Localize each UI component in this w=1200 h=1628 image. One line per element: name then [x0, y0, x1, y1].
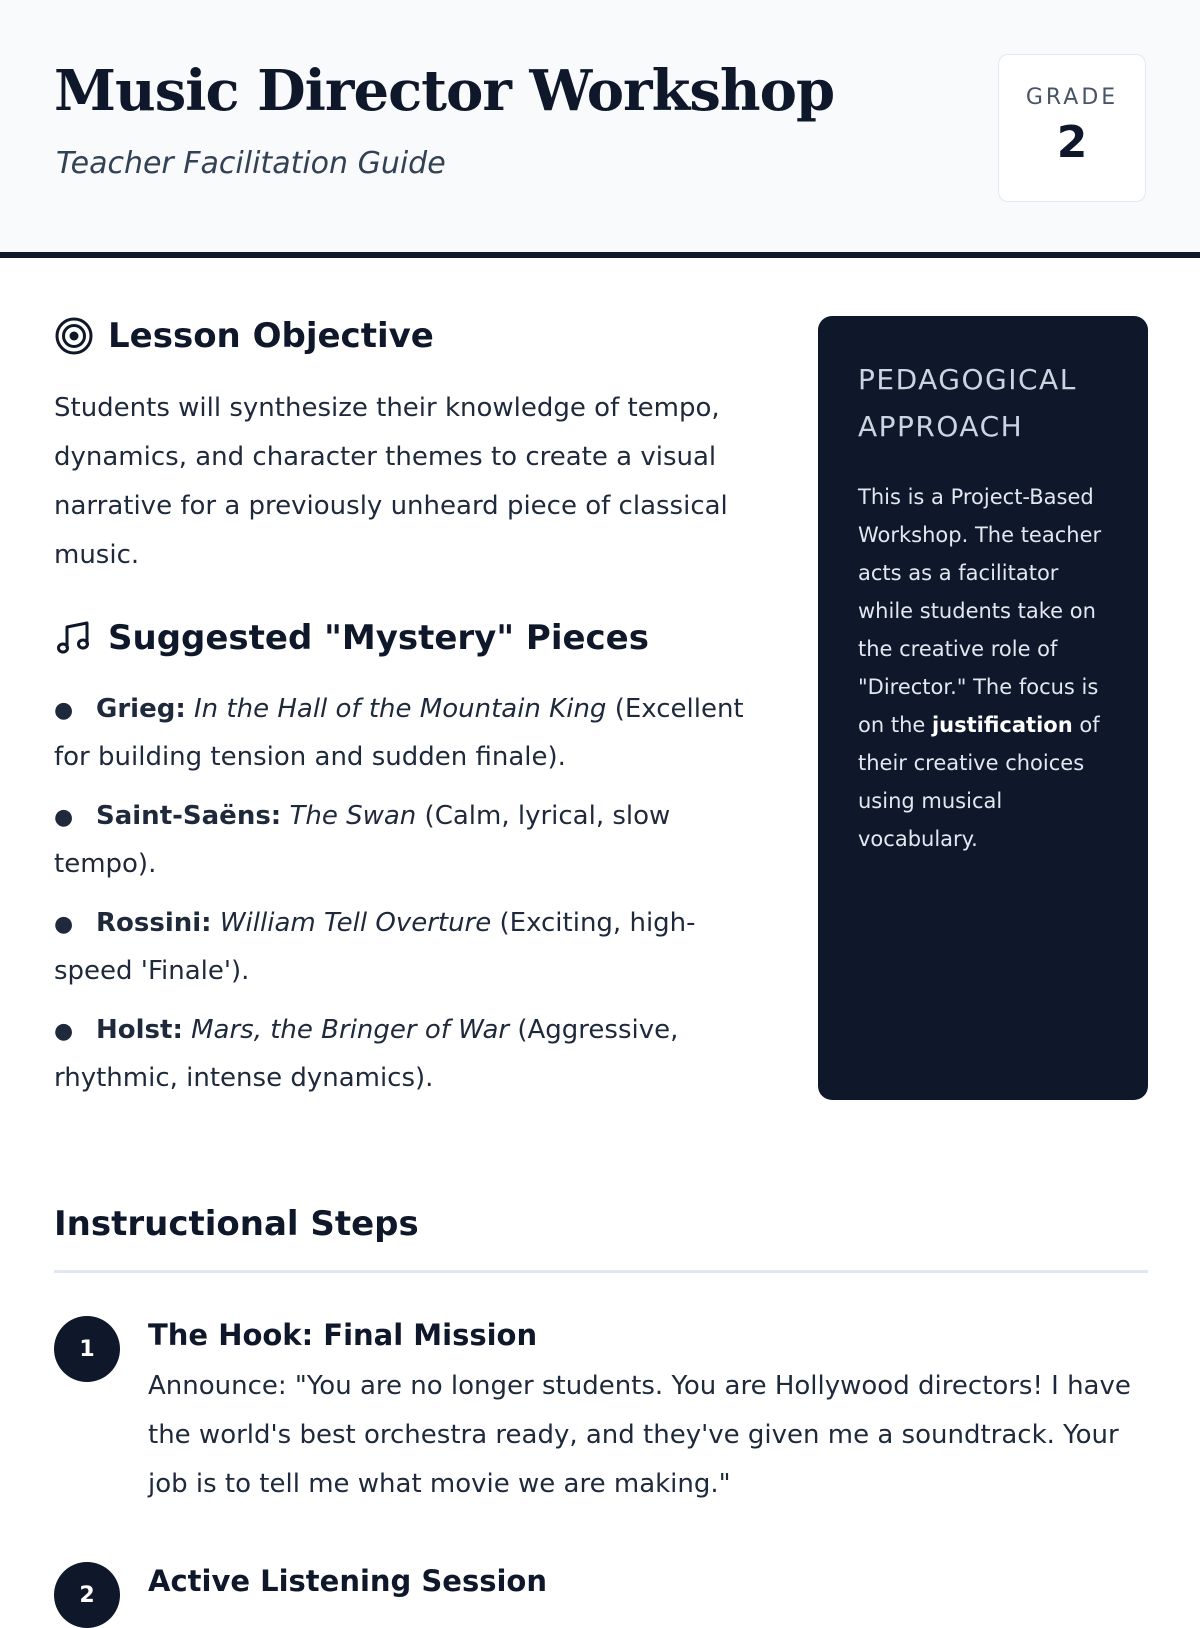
objective-heading [54, 316, 434, 356]
bullet: ● [54, 912, 74, 937]
piece-note: (Calm, lyrical, slow tempo). [54, 801, 671, 879]
step-number: 1 [54, 1316, 120, 1382]
pedagogical-approach-card [818, 316, 1148, 1100]
work-title: William Tell Overture [219, 908, 492, 938]
step-title: The Hook: Final Mission [148, 1318, 538, 1352]
music-note-icon [54, 618, 94, 658]
sidebar-text-part: This is a Project-Based Workshop. The teacher acts as a facilitator while students take on the creative role of "Director." The focus is on the [858, 485, 1102, 737]
bullet: ● [54, 1019, 74, 1044]
composer: Saint-Saëns: [96, 801, 282, 831]
sidebar-text [858, 478, 1108, 858]
steps-heading: Instructional Steps [54, 1204, 419, 1244]
pieces-heading [54, 618, 649, 658]
objective-heading-text: Lesson Objective [108, 316, 434, 356]
piece-note: (Aggressive, rhythmic, intense dynamics). [54, 1015, 679, 1093]
divider [54, 1270, 1148, 1273]
step-number: 2 [54, 1562, 120, 1628]
pieces-list [54, 686, 774, 1114]
piece-note: (Exciting, high-speed 'Finale'). [54, 908, 696, 986]
list-item [54, 793, 774, 888]
composer: Grieg: [96, 694, 186, 724]
work-title: The Swan [289, 801, 417, 831]
list-item [54, 686, 774, 781]
list-item [54, 900, 774, 995]
sidebar-heading: PEDAGOGICAL APPROACH [858, 363, 1077, 443]
bullet: ● [54, 698, 74, 723]
target-icon [54, 316, 94, 356]
pieces-heading-text: Suggested "Mystery" Pieces [108, 618, 649, 658]
list-item [54, 1007, 774, 1102]
grade-label: GRADE [1025, 85, 1119, 110]
composer: Rossini: [96, 908, 212, 938]
step-body: Announce: "You are no longer students. You are Hollywood directors! I have the world's best orchestra ready, and they've given me a soundtrack. Your job is to tell me what movie we are making." [148, 1371, 1131, 1499]
work-title: In the Hall of the Mountain King [193, 694, 607, 724]
composer: Holst: [96, 1015, 183, 1045]
work-title: Mars, the Bringer of War [191, 1015, 510, 1045]
grade-badge [998, 54, 1146, 202]
sidebar-text-bold: justification [931, 713, 1073, 737]
step-title: Active Listening Session [148, 1564, 547, 1598]
objective-text: Students will synthesize their knowledge of tempo, dynamics, and character themes to create a visual narrative for a previously unheard piece of classical music. [54, 393, 728, 570]
page-header [0, 0, 1200, 258]
piece-note: (Excellent for building tension and sudden finale). [54, 694, 744, 772]
page-subtitle: Teacher Facilitation Guide [56, 146, 446, 181]
sidebar-text-part: of their creative choices using musical vocabulary. [858, 713, 1100, 851]
page-title: Music Director Workshop [54, 58, 835, 124]
bullet: ● [54, 805, 74, 830]
grade-value: 2 [1056, 117, 1088, 168]
